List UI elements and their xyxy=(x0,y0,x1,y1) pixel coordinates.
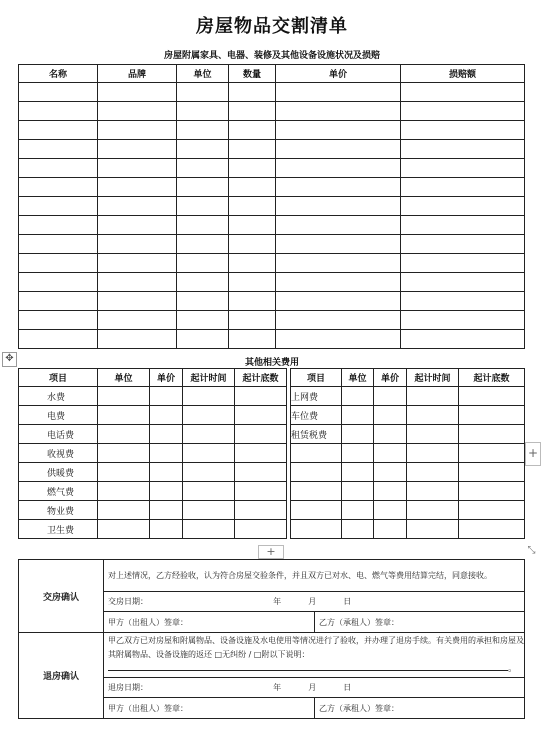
item-cell[interactable] xyxy=(229,330,276,349)
fee-cell[interactable] xyxy=(150,444,183,463)
item-cell[interactable] xyxy=(98,102,177,121)
item-cell[interactable] xyxy=(98,83,177,102)
item-cell[interactable] xyxy=(19,159,98,178)
item-cell[interactable] xyxy=(98,254,177,273)
fee-cell[interactable] xyxy=(235,387,287,406)
fee-cell[interactable] xyxy=(407,406,459,425)
fee-cell[interactable] xyxy=(235,406,287,425)
header-brand[interactable]: 品牌 xyxy=(98,65,177,83)
return-notes-line[interactable] xyxy=(108,662,508,671)
fee-item-left[interactable]: 物业费 xyxy=(19,501,98,520)
fee-cell[interactable] xyxy=(374,520,407,539)
item-cell[interactable] xyxy=(401,292,525,311)
fee-item-right[interactable]: 车位费 xyxy=(291,406,342,425)
fee-cell[interactable] xyxy=(374,406,407,425)
table-row xyxy=(19,387,525,406)
fee-cell[interactable] xyxy=(150,425,183,444)
item-cell[interactable] xyxy=(276,254,401,273)
item-cell[interactable] xyxy=(276,216,401,235)
return-month: 月 xyxy=(308,683,317,692)
item-cell[interactable] xyxy=(177,292,229,311)
fee-cell[interactable] xyxy=(459,501,525,520)
item-cell[interactable] xyxy=(177,140,229,159)
item-cell[interactable] xyxy=(401,330,525,349)
item-cell[interactable] xyxy=(98,121,177,140)
table-row xyxy=(19,425,525,444)
item-cell[interactable] xyxy=(401,235,525,254)
item-cell[interactable] xyxy=(229,254,276,273)
fee-cell[interactable] xyxy=(150,463,183,482)
item-cell[interactable] xyxy=(229,216,276,235)
item-cell[interactable] xyxy=(98,216,177,235)
table-resize-icon[interactable]: ⤡ xyxy=(527,545,536,556)
item-cell[interactable] xyxy=(276,235,401,254)
item-cell[interactable] xyxy=(98,197,177,216)
fee-cell[interactable] xyxy=(150,520,183,539)
table-row xyxy=(19,102,525,121)
add-column-icon[interactable]: + xyxy=(525,442,541,466)
fee-cell[interactable] xyxy=(459,463,525,482)
add-row-icon[interactable]: + xyxy=(258,545,284,559)
table-move-handle-icon[interactable]: ✥ xyxy=(2,352,17,367)
fee-item-right[interactable]: 上网费 xyxy=(291,387,342,406)
item-cell[interactable] xyxy=(19,311,98,330)
fee-cell[interactable] xyxy=(98,520,150,539)
fee-cell[interactable] xyxy=(183,387,235,406)
fee-header-start-time-right[interactable]: 起计时间 xyxy=(407,369,459,387)
handover-day: 日 xyxy=(343,597,352,606)
fee-cell[interactable] xyxy=(235,463,287,482)
item-cell[interactable] xyxy=(19,216,98,235)
fee-item-right[interactable]: 租赁税费 xyxy=(291,425,342,444)
item-cell[interactable] xyxy=(229,140,276,159)
table-row xyxy=(19,444,525,463)
items-subtitle: 房屋附属家具、电器、装修及其他设备设施状况及损赔 xyxy=(163,51,380,61)
item-cell[interactable] xyxy=(276,197,401,216)
table-row xyxy=(19,178,525,197)
handover-label: 交房确认 xyxy=(19,560,104,633)
fee-header-start-time[interactable]: 起计时间 xyxy=(183,369,235,387)
table-row xyxy=(19,406,525,425)
item-cell[interactable] xyxy=(401,197,525,216)
fee-cell[interactable] xyxy=(342,406,374,425)
item-cell[interactable] xyxy=(276,178,401,197)
item-cell[interactable] xyxy=(276,273,401,292)
table-row xyxy=(19,292,525,311)
fee-cell[interactable] xyxy=(407,387,459,406)
table-row xyxy=(19,197,525,216)
item-cell[interactable] xyxy=(19,121,98,140)
fee-cell[interactable] xyxy=(183,444,235,463)
item-cell[interactable] xyxy=(98,159,177,178)
table-row xyxy=(19,159,525,178)
item-cell[interactable] xyxy=(19,330,98,349)
item-cell[interactable] xyxy=(401,273,525,292)
item-cell[interactable] xyxy=(98,311,177,330)
fee-cell[interactable] xyxy=(407,482,459,501)
item-cell[interactable] xyxy=(98,140,177,159)
table-row xyxy=(19,216,525,235)
item-cell[interactable] xyxy=(401,254,525,273)
fee-cell[interactable] xyxy=(459,482,525,501)
handover-year: 年 xyxy=(273,597,282,606)
item-cell[interactable] xyxy=(177,311,229,330)
header-damage[interactable]: 损赔额 xyxy=(401,65,525,83)
fee-cell[interactable] xyxy=(183,501,235,520)
fee-header-unit-right[interactable]: 单位 xyxy=(342,369,374,387)
fee-header-price[interactable]: 单价 xyxy=(150,369,183,387)
document-title: 房屋物品交割清单 xyxy=(196,16,348,37)
return-end-mark: 。 xyxy=(508,664,518,674)
table-row xyxy=(19,311,525,330)
item-cell[interactable] xyxy=(401,102,525,121)
item-cell[interactable] xyxy=(177,216,229,235)
item-cell[interactable] xyxy=(229,121,276,140)
item-cell[interactable] xyxy=(229,292,276,311)
table-row xyxy=(19,501,525,520)
item-cell[interactable] xyxy=(401,159,525,178)
table-row xyxy=(19,482,525,501)
fee-cell[interactable] xyxy=(407,444,459,463)
item-cell[interactable] xyxy=(177,254,229,273)
fees-header-row xyxy=(19,369,525,387)
item-cell[interactable] xyxy=(98,330,177,349)
item-cell[interactable] xyxy=(19,254,98,273)
fee-cell[interactable] xyxy=(407,520,459,539)
table-row xyxy=(19,273,525,292)
fee-cell[interactable] xyxy=(235,501,287,520)
fee-item-left[interactable]: 电费 xyxy=(19,406,98,425)
fees-caption: 其他相关费用 xyxy=(244,358,299,368)
fee-item-right[interactable] xyxy=(291,482,342,501)
fee-cell[interactable] xyxy=(459,425,525,444)
fee-cell[interactable] xyxy=(98,425,150,444)
handover-date-label: 交房日期： xyxy=(108,597,148,606)
header-name[interactable]: 名称 xyxy=(19,65,98,83)
fee-cell[interactable] xyxy=(459,520,525,539)
fee-cell[interactable] xyxy=(342,501,374,520)
fee-cell[interactable] xyxy=(407,501,459,520)
item-cell[interactable] xyxy=(229,83,276,102)
fee-cell[interactable] xyxy=(98,501,150,520)
fee-cell[interactable] xyxy=(342,425,374,444)
table-row xyxy=(19,463,525,482)
item-cell[interactable] xyxy=(401,216,525,235)
fee-cell[interactable] xyxy=(98,444,150,463)
fee-cell[interactable] xyxy=(183,482,235,501)
fee-cell[interactable] xyxy=(407,463,459,482)
item-cell[interactable] xyxy=(19,102,98,121)
item-cell[interactable] xyxy=(177,159,229,178)
fee-cell[interactable] xyxy=(98,482,150,501)
fee-cell[interactable] xyxy=(342,444,374,463)
fee-item-left[interactable]: 供暖费 xyxy=(19,463,98,482)
fee-item-right[interactable] xyxy=(291,501,342,520)
table-row xyxy=(19,83,525,102)
item-cell[interactable] xyxy=(98,273,177,292)
item-cell[interactable] xyxy=(276,330,401,349)
fee-cell[interactable] xyxy=(183,425,235,444)
fee-cell[interactable] xyxy=(150,501,183,520)
fee-cell[interactable] xyxy=(374,463,407,482)
table-row xyxy=(19,330,525,349)
fee-header-start-reading[interactable]: 起计底数 xyxy=(235,369,287,387)
item-cell[interactable] xyxy=(276,83,401,102)
fee-cell[interactable] xyxy=(183,463,235,482)
fee-cell[interactable] xyxy=(342,463,374,482)
fee-cell[interactable] xyxy=(235,425,287,444)
fee-cell[interactable] xyxy=(374,425,407,444)
fee-cell[interactable] xyxy=(459,406,525,425)
fee-cell[interactable] xyxy=(374,387,407,406)
item-cell[interactable] xyxy=(98,292,177,311)
fee-cell[interactable] xyxy=(342,520,374,539)
fee-item-left[interactable]: 收视费 xyxy=(19,444,98,463)
return-date-row[interactable] xyxy=(104,678,525,698)
confirm-table xyxy=(18,559,525,719)
return-date-label: 退房日期： xyxy=(108,683,148,692)
item-cell[interactable] xyxy=(177,121,229,140)
fee-cell[interactable] xyxy=(342,482,374,501)
item-cell[interactable] xyxy=(229,159,276,178)
handover-statement[interactable]: 对上述情况，乙方经验收，认为符合房屋交验条件，并且双方已对水、电、燃气等费用结算完结，同意接收。 xyxy=(104,560,525,592)
fee-cell[interactable] xyxy=(183,406,235,425)
header-unit-price[interactable]: 单价 xyxy=(276,65,401,83)
item-cell[interactable] xyxy=(401,311,525,330)
fee-cell[interactable] xyxy=(235,482,287,501)
fee-cell[interactable] xyxy=(235,444,287,463)
item-cell[interactable] xyxy=(177,197,229,216)
table-row xyxy=(19,140,525,159)
fees-table xyxy=(18,368,525,539)
item-cell[interactable] xyxy=(276,159,401,178)
fee-cell[interactable] xyxy=(374,444,407,463)
item-cell[interactable] xyxy=(229,311,276,330)
return-year: 年 xyxy=(273,683,282,692)
item-cell[interactable] xyxy=(276,140,401,159)
item-cell[interactable] xyxy=(19,178,98,197)
item-cell[interactable] xyxy=(98,178,177,197)
fee-cell[interactable] xyxy=(150,482,183,501)
item-cell[interactable] xyxy=(177,273,229,292)
fee-cell[interactable] xyxy=(98,387,150,406)
item-cell[interactable] xyxy=(276,102,401,121)
item-cell[interactable] xyxy=(229,102,276,121)
return-party-a-sign[interactable]: 甲方（出租人）签章： xyxy=(104,698,315,719)
fee-header-start-reading-right[interactable]: 起计底数 xyxy=(459,369,525,387)
fee-header-price-right[interactable]: 单价 xyxy=(374,369,407,387)
item-cell[interactable] xyxy=(229,235,276,254)
fee-item-left[interactable]: 燃气费 xyxy=(19,482,98,501)
handover-party-a-sign[interactable]: 甲方（出租人）签章： xyxy=(104,612,315,633)
fee-header-unit[interactable]: 单位 xyxy=(98,369,150,387)
handover-month: 月 xyxy=(308,597,317,606)
table-row xyxy=(19,520,525,539)
item-cell[interactable] xyxy=(276,121,401,140)
return-statement-text: 甲乙双方已对房屋和附属物品、设备设施及水电使用等情况进行了验收，并办理了退房手续。有关费用的承担和房屋及其附属物品、设备设施的返还 □无纠纷 / □附以下说明： xyxy=(108,636,524,659)
fee-cell[interactable] xyxy=(98,406,150,425)
fee-item-right[interactable] xyxy=(291,444,342,463)
table-row xyxy=(19,121,525,140)
item-cell[interactable] xyxy=(177,330,229,349)
item-cell[interactable] xyxy=(19,83,98,102)
fee-cell[interactable] xyxy=(459,387,525,406)
fee-header-item[interactable]: 项目 xyxy=(19,369,98,387)
header-quantity[interactable]: 数量 xyxy=(229,65,276,83)
fee-cell[interactable] xyxy=(459,444,525,463)
item-cell[interactable] xyxy=(177,83,229,102)
item-cell[interactable] xyxy=(98,235,177,254)
fee-cell[interactable] xyxy=(183,520,235,539)
item-cell[interactable] xyxy=(229,273,276,292)
item-cell[interactable] xyxy=(276,292,401,311)
item-cell[interactable] xyxy=(276,311,401,330)
header-unit[interactable]: 单位 xyxy=(177,65,229,83)
fee-cell[interactable] xyxy=(374,501,407,520)
fee-item-right[interactable] xyxy=(291,463,342,482)
return-party-b-sign[interactable]: 乙方（承租人）签章： xyxy=(315,698,525,719)
items-table xyxy=(18,64,525,349)
fee-cell[interactable] xyxy=(150,406,183,425)
fee-cell[interactable] xyxy=(98,463,150,482)
item-cell[interactable] xyxy=(177,178,229,197)
fee-item-right[interactable] xyxy=(291,520,342,539)
fee-header-item-right[interactable]: 项目 xyxy=(291,369,342,387)
item-cell[interactable] xyxy=(401,83,525,102)
item-cell[interactable] xyxy=(229,197,276,216)
return-day: 日 xyxy=(343,683,352,692)
fee-item-left[interactable]: 水费 xyxy=(19,387,98,406)
fee-item-left[interactable]: 卫生费 xyxy=(19,520,98,539)
fee-item-left[interactable]: 电话费 xyxy=(19,425,98,444)
fee-cell[interactable] xyxy=(342,387,374,406)
item-cell[interactable] xyxy=(19,292,98,311)
table-row xyxy=(19,235,525,254)
handover-date-row[interactable] xyxy=(104,592,525,612)
return-statement[interactable] xyxy=(104,633,525,678)
table-row xyxy=(19,254,525,273)
item-cell[interactable] xyxy=(229,178,276,197)
handover-party-b-sign[interactable]: 乙方（承租人）签章： xyxy=(315,612,525,633)
item-cell[interactable] xyxy=(401,121,525,140)
item-cell[interactable] xyxy=(177,235,229,254)
fee-cell[interactable] xyxy=(407,425,459,444)
item-cell[interactable] xyxy=(401,178,525,197)
items-header-row xyxy=(19,65,525,83)
item-cell[interactable] xyxy=(19,273,98,292)
fee-cell[interactable] xyxy=(235,520,287,539)
return-label: 退房确认 xyxy=(19,633,104,719)
fee-cell[interactable] xyxy=(374,482,407,501)
item-cell[interactable] xyxy=(19,235,98,254)
fee-cell[interactable] xyxy=(150,387,183,406)
item-cell[interactable] xyxy=(19,197,98,216)
item-cell[interactable] xyxy=(177,102,229,121)
item-cell[interactable] xyxy=(401,140,525,159)
item-cell[interactable] xyxy=(19,140,98,159)
